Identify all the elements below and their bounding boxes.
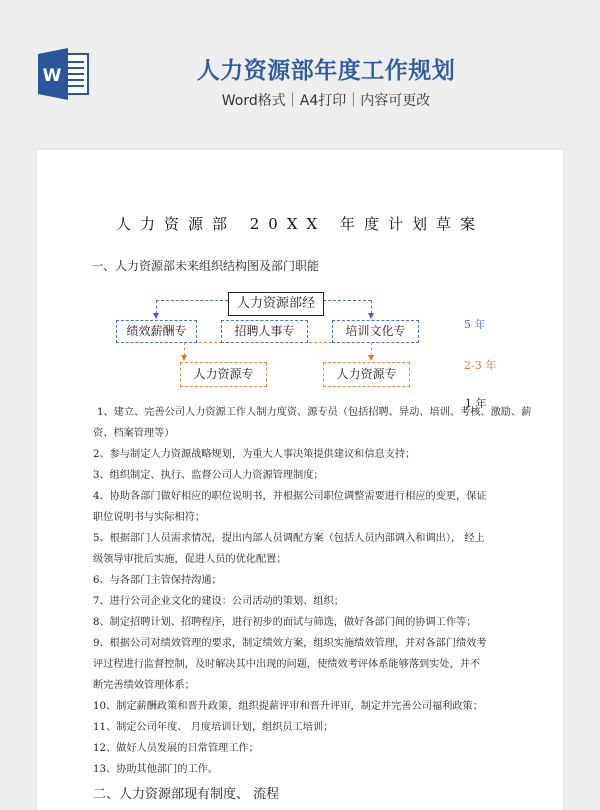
duties-list [93, 402, 532, 780]
duty-item: 3、组织制定、执行、监督公司人力资源管理制度； [93, 470, 324, 481]
duty-item: 7、进行公司企业文化的建设：公司活动的策划、组织； [93, 596, 344, 607]
duty-item: 10、制定薪酬政策和晋升政策，组织提薪评审和晋升评审，制定并完善公司福利政策； [93, 701, 483, 712]
org-box-hr-specialist: 人力资源专 [323, 362, 410, 387]
org-box-performance-comp: 绩效薪酬专 [116, 320, 197, 343]
arrow-down-icon [368, 355, 374, 361]
duty-item: 2、参与制定人力资源战略规划，为重大人事决策提供建议和信息支持； [93, 449, 416, 460]
duty-item: 1、建立、完善公司人力资源工作人制力度资、源专员（包括招聘、异动、培训、考核、激励、薪 资、档案管理等） [93, 407, 532, 439]
duty-item: 12、做好人员发展的日常管理工作； [93, 743, 259, 754]
arrow-down-icon [153, 313, 159, 319]
connector-line [323, 300, 371, 301]
org-box-training-culture: 培训文化专 [332, 320, 419, 343]
connector-line [156, 300, 228, 301]
duty-item: 11、制定公司年度、 月度培训计划，组织员工培训； [93, 722, 334, 733]
connector-line [371, 300, 372, 314]
tenure-label-2-3-years: 2-3 年 [464, 359, 497, 372]
word-icon-letter: W [42, 66, 62, 86]
duty-item: 9、根据公司对绩效管理的要求，制定绩效方案，组织实施绩效管理，并对各部门绩效考 评过程进行监督控制，及时解决其中出现的问题，使绩效考评体系能够落到实处，并不 断完善绩效管理体系； [93, 638, 487, 691]
org-box-hr-specialist: 人力资源专 [180, 362, 267, 387]
org-box-recruiting-personnel: 招聘人事专 [221, 320, 308, 343]
connector-line [184, 342, 185, 356]
org-box-hr-manager: 人力资源部经 [228, 292, 324, 316]
connector-line [371, 342, 372, 356]
section-1-heading: 一、人力资源部未来组织结构图及部门职能 [91, 259, 320, 273]
section-2-heading: 二、人力资源部现有制度、 流程 [93, 787, 280, 802]
document-title: 人力资源部 20XX 年度计划草案 [116, 215, 484, 233]
tenure-label-1-year: 1 年 [465, 397, 487, 410]
duty-item: 8、制定招聘计划、招聘程序，进行初步的面试与筛选，做好各部门间的协调工作等； [93, 617, 477, 628]
header-subtitle: Word格式｜A4打印｜内容可更改 [221, 93, 431, 109]
duty-item: 4、协助各部门做好相应的职位说明书，并根据公司职位调整需要进行相应的变更，保证 职位说明书与实际相符； [93, 491, 487, 523]
tenure-label-5-years: 5 年 [464, 318, 486, 331]
arrow-down-icon [368, 313, 374, 319]
duty-item: 5、根据部门人员需求情况，提出内部人员调配方案（包括人员内部调入和调出）， 经上 级领导审批后实施，促进人员的优化配置； [93, 533, 485, 565]
duty-item: 13、协助其他部门的工作。 [93, 764, 219, 775]
header-title: 人力资源部年度工作规划 [196, 58, 456, 84]
connector-line [156, 300, 157, 314]
duty-item: 6、与各部门主管保持沟通； [93, 575, 222, 586]
arrow-down-icon [181, 355, 187, 361]
